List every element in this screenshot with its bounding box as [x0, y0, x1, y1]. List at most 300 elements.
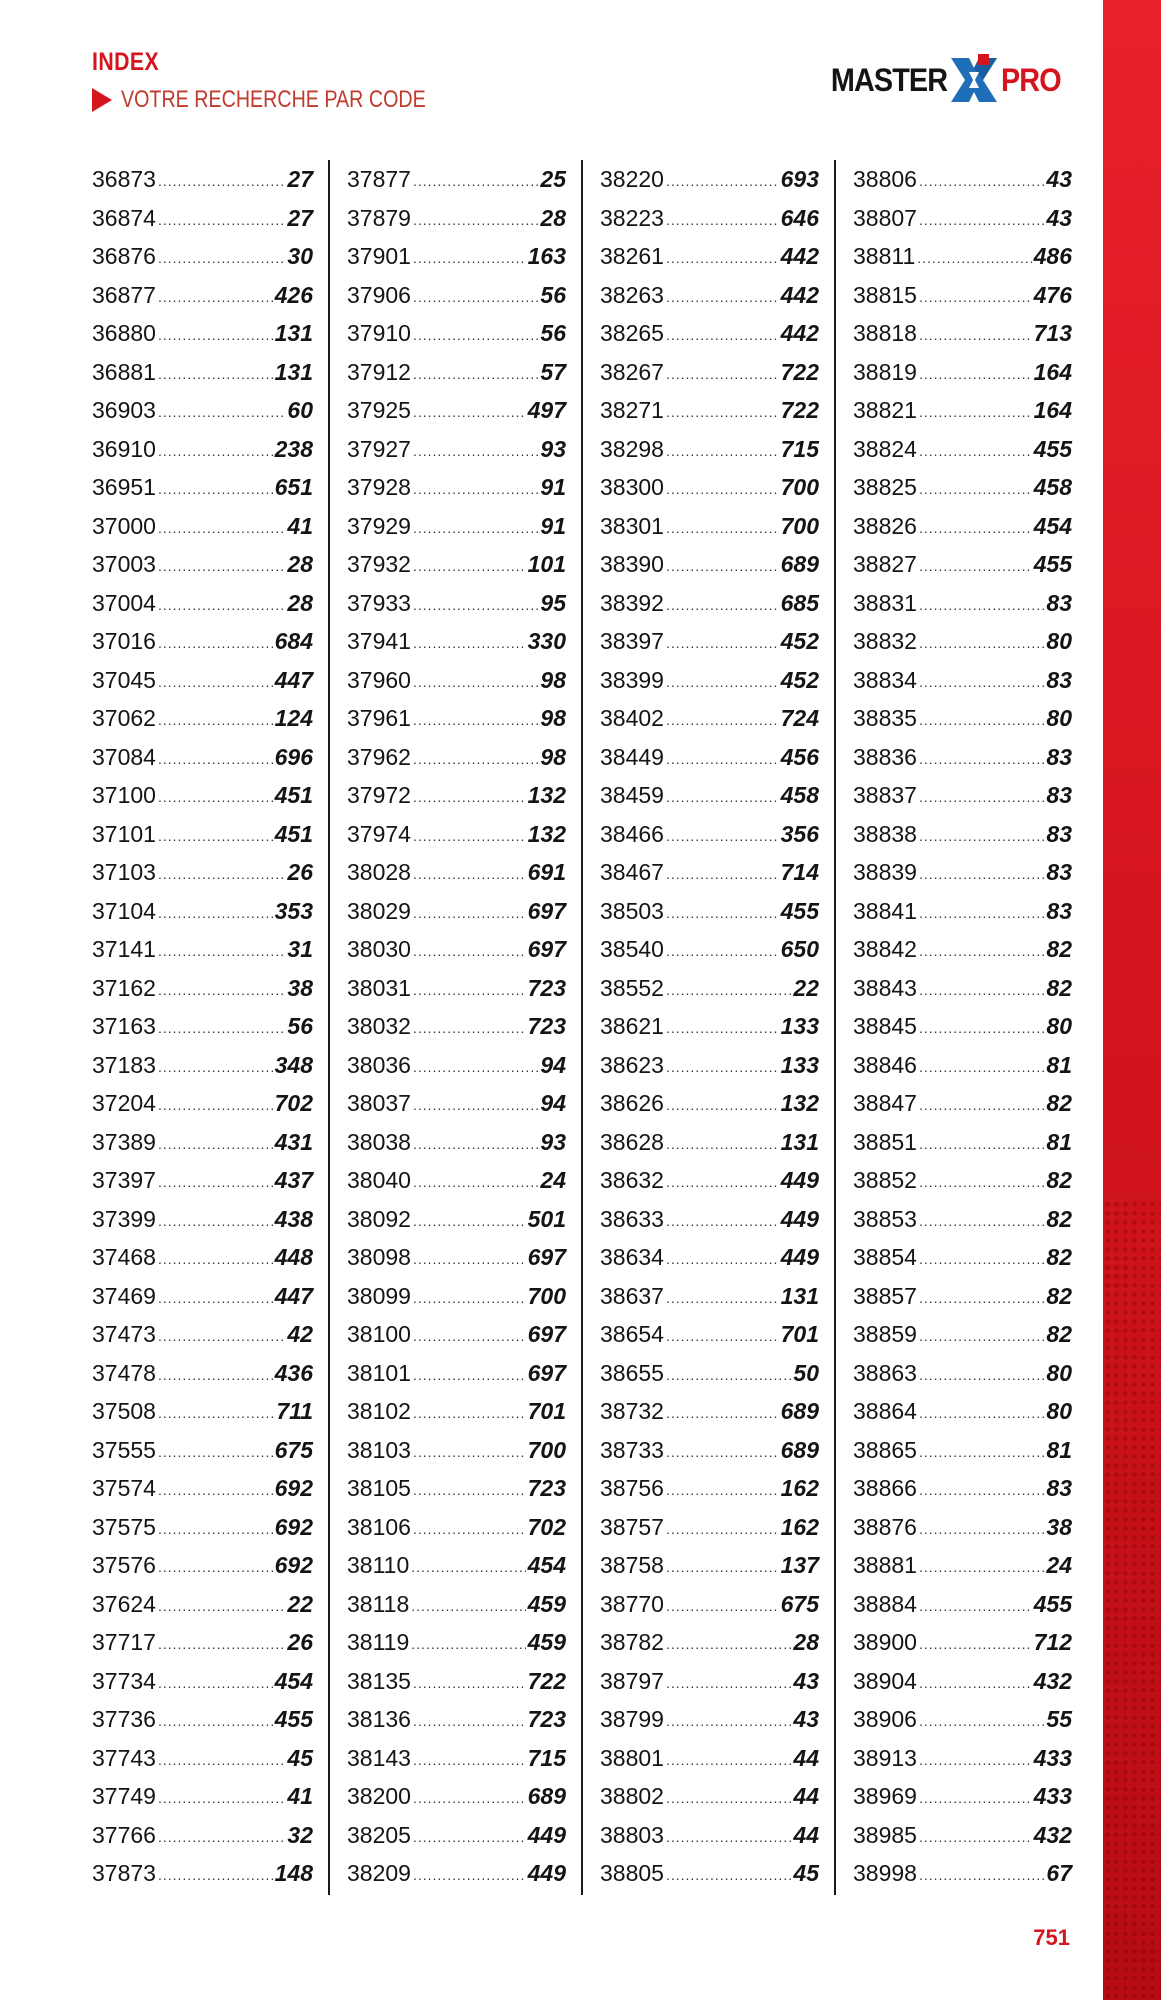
- index-row: [600, 815, 819, 854]
- dot-leader: [919, 817, 1044, 856]
- product-code: 38782: [600, 1629, 664, 1655]
- page-reference: 30: [287, 243, 313, 269]
- page-reference: 24: [1046, 1552, 1072, 1578]
- index-row: [853, 1392, 1072, 1431]
- dot-leader: [413, 509, 538, 548]
- page-reference: 45: [287, 1744, 313, 1771]
- dot-leader: [919, 586, 1044, 625]
- dot-leader: [666, 1741, 791, 1780]
- page-reference: 42: [287, 1321, 313, 1347]
- page-reference: 56: [540, 320, 566, 346]
- index-row: [92, 1431, 313, 1470]
- page-reference: 723: [527, 1013, 566, 1039]
- page-reference: 83: [1046, 589, 1072, 616]
- product-code: 38757: [600, 1513, 664, 1540]
- product-code: 38732: [600, 1398, 664, 1424]
- dot-leader: [666, 1202, 779, 1241]
- dot-leader: [158, 509, 285, 548]
- product-code: 38032: [347, 1013, 411, 1039]
- index-row: [853, 1700, 1072, 1739]
- product-code: 37962: [347, 743, 411, 770]
- index-row: [600, 468, 819, 507]
- product-code: 38836: [853, 743, 917, 770]
- dot-leader: [666, 1818, 791, 1857]
- product-code: 38881: [853, 1552, 917, 1578]
- product-code: 37574: [92, 1475, 156, 1501]
- dot-leader: [158, 1510, 273, 1549]
- page-reference: 80: [1046, 1398, 1072, 1424]
- dot-leader: [919, 1125, 1044, 1164]
- dot-leader: [158, 894, 273, 933]
- product-code: 38540: [600, 936, 664, 962]
- index-row: [92, 237, 313, 276]
- index-row: [347, 1277, 566, 1316]
- product-code: 36880: [92, 320, 156, 346]
- index-row: [347, 892, 566, 931]
- product-code: 38865: [853, 1436, 917, 1463]
- index-row: [92, 622, 313, 661]
- dot-leader: [919, 1394, 1044, 1433]
- index-row: [347, 1354, 566, 1393]
- page-reference: 692: [274, 1552, 313, 1578]
- product-code: 36881: [92, 358, 156, 385]
- logo-text-master: MASTER: [830, 61, 948, 98]
- product-code: 38271: [600, 397, 664, 423]
- product-code: 36876: [92, 243, 156, 269]
- dot-leader: [413, 1818, 526, 1857]
- dot-leader: [413, 1702, 526, 1741]
- product-code: 38205: [347, 1821, 411, 1848]
- index-row: [600, 1816, 819, 1855]
- index-row: [600, 1739, 819, 1778]
- dot-leader: [666, 1240, 779, 1279]
- index-row: [600, 545, 819, 584]
- page-reference: 43: [793, 1667, 819, 1694]
- page-reference: 83: [1046, 897, 1072, 924]
- index-row: [853, 276, 1072, 315]
- index-row: [92, 1084, 313, 1123]
- dot-leader: [919, 663, 1044, 702]
- product-code: 38655: [600, 1359, 664, 1386]
- red-side-bar: [1103, 0, 1161, 2000]
- dot-leader: [666, 316, 779, 355]
- product-code: 37933: [347, 589, 411, 616]
- product-code: 38846: [853, 1051, 917, 1078]
- page-reference: 715: [780, 435, 819, 462]
- index-row: [600, 1700, 819, 1739]
- dot-leader: [413, 1356, 526, 1395]
- dot-leader: [411, 1548, 525, 1587]
- page-reference: 675: [274, 1436, 313, 1463]
- dot-leader: [158, 201, 285, 240]
- index-row: [853, 1277, 1072, 1316]
- index-row: [92, 468, 313, 507]
- product-code: 38392: [600, 589, 664, 616]
- page-reference: 164: [1033, 358, 1072, 385]
- product-code: 36951: [92, 474, 156, 500]
- page-reference: 56: [287, 1013, 313, 1039]
- index-row: [92, 1469, 313, 1508]
- dot-leader: [158, 1048, 273, 1087]
- product-code: 38031: [347, 974, 411, 1001]
- index-row: [853, 353, 1072, 392]
- product-code: 38118: [347, 1590, 410, 1617]
- page-reference: 438: [274, 1205, 313, 1232]
- index-row: [600, 1392, 819, 1431]
- index-column-4: [834, 160, 1087, 1895]
- product-code: 37016: [92, 628, 156, 654]
- index-row: [92, 430, 313, 469]
- product-code: 38864: [853, 1398, 917, 1424]
- index-row: [600, 930, 819, 969]
- dot-leader: [413, 201, 538, 240]
- product-code: 38402: [600, 705, 664, 731]
- product-code: 38827: [853, 551, 917, 577]
- page-reference: 101: [527, 551, 566, 577]
- dot-leader: [158, 778, 273, 817]
- page-reference: 162: [780, 1513, 819, 1540]
- product-code: 37929: [347, 512, 411, 539]
- page-reference: 700: [780, 474, 819, 500]
- dot-leader: [666, 1048, 779, 1087]
- index-row: [347, 1700, 566, 1739]
- page-reference: 164: [1033, 397, 1072, 423]
- product-code: 38110: [347, 1552, 410, 1578]
- page-reference: 80: [1046, 1013, 1072, 1039]
- dot-leader: [666, 1163, 779, 1202]
- page-reference: 431: [274, 1128, 313, 1155]
- dot-leader: [411, 1625, 525, 1664]
- dot-leader: [919, 1625, 1032, 1664]
- page-reference: 356: [780, 820, 819, 847]
- product-code: 38802: [600, 1783, 664, 1809]
- index-row: [92, 353, 313, 392]
- index-row: [600, 1084, 819, 1123]
- page-reference: 82: [1046, 936, 1072, 962]
- dot-leader: [158, 1587, 285, 1626]
- dot-leader: [666, 278, 779, 317]
- index-row: [600, 276, 819, 315]
- index-row: [347, 930, 566, 969]
- dot-leader: [666, 432, 779, 471]
- page-reference: 83: [1046, 859, 1072, 885]
- dot-leader: [413, 894, 526, 933]
- product-code: 38098: [347, 1244, 411, 1270]
- product-code: 37910: [347, 320, 411, 346]
- page-reference: 701: [527, 1398, 566, 1424]
- index-row: [347, 276, 566, 315]
- dot-leader: [919, 201, 1044, 240]
- index-row: [92, 1277, 313, 1316]
- dot-leader: [158, 1625, 285, 1664]
- dot-leader: [413, 586, 538, 625]
- product-code: 38863: [853, 1359, 917, 1386]
- page-reference: 353: [274, 897, 313, 924]
- product-code: 38459: [600, 782, 664, 808]
- dot-leader: [413, 971, 526, 1010]
- page-reference: 449: [780, 1244, 819, 1270]
- index-row: [347, 1431, 566, 1470]
- index-row: [92, 545, 313, 584]
- dot-leader: [919, 1240, 1044, 1279]
- product-code: 37960: [347, 666, 411, 693]
- index-row: [600, 430, 819, 469]
- page-reference: 44: [793, 1821, 819, 1848]
- index-row: [92, 699, 313, 738]
- product-code: 37508: [92, 1398, 156, 1424]
- index-row: [92, 1508, 313, 1547]
- product-code: 37901: [347, 243, 411, 269]
- dot-leader: [158, 817, 273, 856]
- page-reference: 442: [780, 243, 819, 269]
- product-code: 37575: [92, 1513, 156, 1540]
- page-reference: 711: [276, 1398, 313, 1424]
- product-code: 38209: [347, 1860, 411, 1886]
- page-reference: 43: [1046, 204, 1072, 231]
- page-reference: 697: [527, 1244, 566, 1270]
- dot-leader: [666, 701, 779, 740]
- page-reference: 702: [274, 1090, 313, 1116]
- index-row: [92, 314, 313, 353]
- index-row: [92, 1623, 313, 1662]
- page-reference: 25: [540, 166, 566, 192]
- product-code: 37941: [347, 628, 411, 654]
- index-row: [600, 738, 819, 777]
- page-reference: 693: [780, 166, 819, 192]
- product-code: 38301: [600, 512, 664, 539]
- product-code: 38797: [600, 1667, 664, 1694]
- dot-leader: [413, 1741, 526, 1780]
- product-code: 38843: [853, 974, 917, 1001]
- product-code: 38298: [600, 435, 664, 462]
- page-reference: 449: [780, 1167, 819, 1193]
- index-row: [600, 622, 819, 661]
- dot-leader: [666, 239, 779, 278]
- dot-leader: [158, 1240, 273, 1279]
- dot-leader: [158, 1009, 285, 1048]
- dot-leader: [158, 740, 273, 779]
- page-reference: 132: [527, 820, 566, 847]
- product-code: 38845: [853, 1013, 917, 1039]
- dot-leader: [919, 1856, 1044, 1895]
- dot-leader: [413, 932, 526, 971]
- product-code: 37717: [92, 1629, 156, 1655]
- index-row: [853, 199, 1072, 238]
- product-code: 38838: [853, 820, 917, 847]
- index-row: [600, 1046, 819, 1085]
- dot-leader: [158, 1741, 285, 1780]
- page-reference: 701: [780, 1321, 819, 1347]
- page-reference: 41: [287, 512, 313, 539]
- index-row: [853, 1739, 1072, 1778]
- page-reference: 455: [1033, 435, 1072, 462]
- product-code: 38854: [853, 1244, 917, 1270]
- dot-leader: [919, 393, 1032, 432]
- page-reference: 81: [1046, 1128, 1072, 1155]
- dot-leader: [666, 894, 779, 933]
- product-code: 37141: [92, 936, 156, 962]
- index-row: [347, 507, 566, 546]
- product-code: 38100: [347, 1321, 411, 1347]
- index-row: [600, 1161, 819, 1200]
- product-code: 37163: [92, 1013, 156, 1039]
- product-code: 37906: [347, 281, 411, 308]
- page-reference: 689: [780, 1436, 819, 1463]
- page-reference: 455: [780, 897, 819, 924]
- dot-leader: [413, 701, 538, 740]
- page-reference: 82: [1046, 974, 1072, 1001]
- index-row: [853, 969, 1072, 1008]
- product-code: 37766: [92, 1821, 156, 1848]
- dot-leader: [413, 1125, 538, 1164]
- product-code: 38136: [347, 1706, 411, 1732]
- product-code: 38815: [853, 281, 917, 308]
- page-reference: 162: [780, 1475, 819, 1501]
- dot-leader: [919, 1548, 1044, 1587]
- product-code: 37478: [92, 1359, 156, 1386]
- dot-leader: [666, 1279, 779, 1318]
- index-row: [347, 353, 566, 392]
- product-code: 38847: [853, 1090, 917, 1116]
- dot-leader: [919, 547, 1032, 586]
- dot-leader: [919, 624, 1044, 663]
- index-row: [92, 1238, 313, 1277]
- index-row: [853, 545, 1072, 584]
- dot-leader: [158, 624, 273, 663]
- dot-leader: [158, 586, 285, 625]
- page-reference: 442: [780, 320, 819, 346]
- product-code: 36873: [92, 166, 156, 192]
- page-reference: 132: [527, 782, 566, 808]
- index-row: [600, 1354, 819, 1393]
- page-reference: 697: [527, 1321, 566, 1347]
- product-code: 38913: [853, 1744, 917, 1771]
- index-row: [347, 584, 566, 623]
- page-reference: 83: [1046, 820, 1072, 847]
- page-reference: 432: [1033, 1667, 1072, 1694]
- page-reference: 93: [540, 1128, 566, 1155]
- page-reference: 137: [780, 1552, 819, 1578]
- index-row: [347, 1585, 566, 1624]
- index-row: [853, 1469, 1072, 1508]
- product-code: 38119: [347, 1629, 410, 1655]
- index-row: [853, 391, 1072, 430]
- index-row: [600, 853, 819, 892]
- dot-leader: [158, 663, 273, 702]
- product-code: 37062: [92, 705, 156, 731]
- dot-leader: [413, 1086, 538, 1125]
- page-reference: 700: [527, 1282, 566, 1309]
- dot-leader: [919, 855, 1044, 894]
- product-code: 38906: [853, 1706, 917, 1732]
- dot-leader: [666, 1548, 779, 1587]
- dot-leader: [666, 1702, 791, 1741]
- dot-leader: [919, 1356, 1044, 1395]
- index-row: [92, 930, 313, 969]
- index-row: [92, 1161, 313, 1200]
- page-reference: 44: [793, 1783, 819, 1809]
- page-reference: 81: [1046, 1436, 1072, 1463]
- product-code: 37100: [92, 782, 156, 808]
- product-code: 38900: [853, 1629, 917, 1655]
- index-row: [92, 1046, 313, 1085]
- dot-leader: [158, 1548, 273, 1587]
- page-reference: 451: [274, 820, 313, 847]
- page-reference: 91: [540, 474, 566, 500]
- dot-leader: [919, 971, 1044, 1010]
- page-reference: 163: [527, 243, 566, 269]
- dot-leader: [919, 1779, 1032, 1818]
- dot-leader: [158, 1163, 273, 1202]
- dot-leader: [666, 1433, 779, 1472]
- index-column-2: [328, 160, 581, 1895]
- product-code: 38634: [600, 1244, 664, 1270]
- product-code: 38866: [853, 1475, 917, 1501]
- product-code: 38826: [853, 512, 917, 539]
- product-code: 38267: [600, 358, 664, 385]
- dot-leader: [666, 1009, 779, 1048]
- index-row: [600, 1777, 819, 1816]
- page-reference: 436: [274, 1359, 313, 1386]
- index-row: [92, 1200, 313, 1239]
- page-reference: 689: [780, 1398, 819, 1424]
- page-reference: 692: [274, 1475, 313, 1501]
- page-reference: 454: [274, 1667, 313, 1694]
- dot-leader: [413, 1394, 526, 1433]
- index-row: [347, 1046, 566, 1085]
- index-row: [92, 1585, 313, 1624]
- product-code: 38637: [600, 1282, 664, 1309]
- index-row: [853, 815, 1072, 854]
- product-code: 38092: [347, 1205, 411, 1232]
- dot-leader: [413, 547, 526, 586]
- page-reference: 50: [793, 1359, 819, 1386]
- page-reference: 98: [540, 666, 566, 693]
- index-row: [853, 1623, 1072, 1662]
- product-code: 37927: [347, 435, 411, 462]
- index-row: [600, 776, 819, 815]
- index-row: [853, 314, 1072, 353]
- index-row: [853, 1238, 1072, 1277]
- product-code: 38135: [347, 1667, 411, 1694]
- page-reference: 43: [793, 1706, 819, 1732]
- product-code: 38037: [347, 1090, 411, 1116]
- page-reference: 44: [793, 1744, 819, 1771]
- index-row: [853, 584, 1072, 623]
- page-reference: 83: [1046, 666, 1072, 693]
- page-reference: 91: [540, 512, 566, 539]
- index-row: [347, 815, 566, 854]
- index-row: [853, 1546, 1072, 1585]
- index-row: [92, 1546, 313, 1585]
- dot-leader: [919, 1009, 1044, 1048]
- dot-leader: [158, 1664, 273, 1703]
- index-row: [347, 1854, 566, 1893]
- index-row: [600, 892, 819, 931]
- dot-leader: [158, 1317, 285, 1356]
- product-code: 38852: [853, 1167, 917, 1193]
- index-row: [853, 1816, 1072, 1855]
- index-row: [347, 468, 566, 507]
- dot-leader: [413, 855, 526, 894]
- product-code: 38825: [853, 474, 917, 500]
- index-row: [600, 1546, 819, 1585]
- dot-leader: [919, 1279, 1044, 1318]
- index-row: [92, 160, 313, 199]
- index-row: [347, 237, 566, 276]
- page-title: INDEX: [92, 48, 160, 76]
- index-row: [853, 1046, 1072, 1085]
